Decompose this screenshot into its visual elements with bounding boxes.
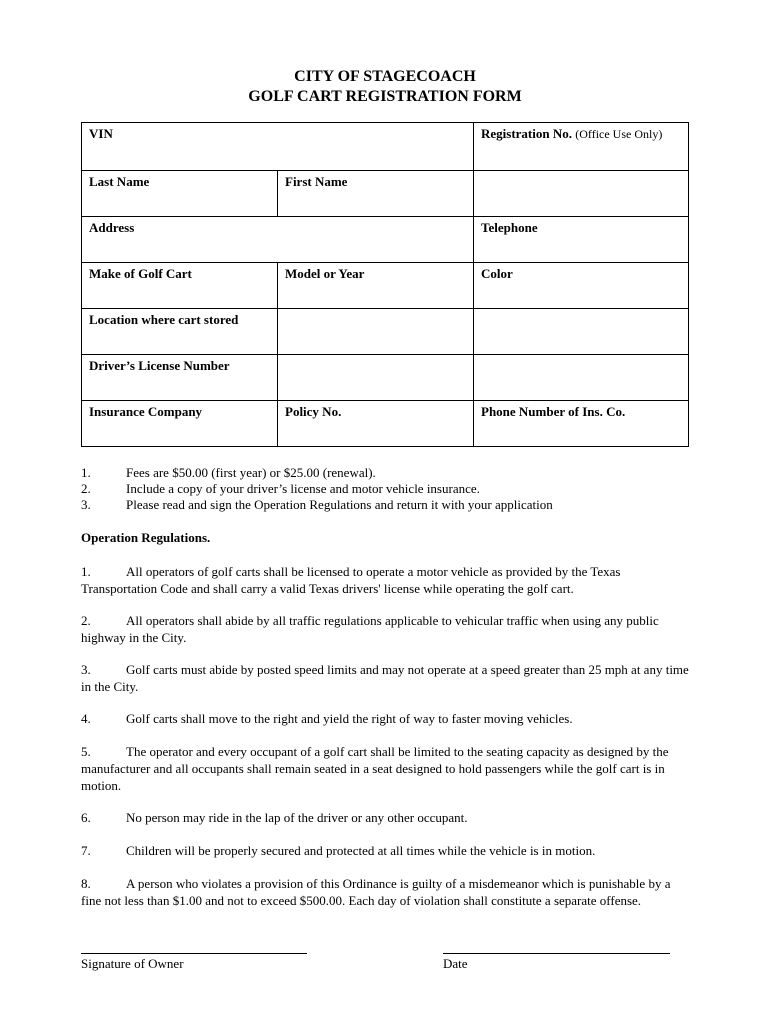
regulation-text: A person who violates a provision of this Ordinance is guilty of a misdemeanor which is punishable by a fine not less than $1.00 and not to exceed $500.00. Each day of violation shall constitute a separate offense. [81,876,671,908]
regulation-number: 4. [81,711,91,726]
regulation-number: 3. [81,662,91,677]
address-field[interactable] [82,217,474,263]
registration-no-label: Registration No. [481,126,572,141]
location-label: Location where cart stored [89,312,239,327]
last-name-field[interactable] [82,171,278,217]
regulation-text: Golf carts must abide by posted speed limits and may not operate at a speed greater than 25 mph at any time in the City. [81,662,689,694]
regulations-heading: Operation Regulations. [81,530,211,545]
note-text: Fees are $50.00 (first year) or $25.00 (renewal). [126,465,376,480]
location-extra-cell[interactable] [474,309,689,355]
last-name-label: Last Name [89,174,150,189]
regulation-text: All operators of golf carts shall be licensed to operate a motor vehicle as provided by the Texas Transportation Code and shall carry a valid Texas drivers' license while operating the golf cart. [81,564,621,596]
regulation-number: 8. [81,876,91,891]
drivers-license-field[interactable] [82,355,278,401]
note-number: 1. [81,465,91,480]
owner-signature-label: Signature of Owner [81,956,184,971]
regulation-item [81,842,691,859]
owner-signature-line[interactable] [81,953,307,954]
regulation-number: 6. [81,810,91,825]
location-value-cell[interactable] [278,309,474,355]
first-name-field[interactable] [278,171,474,217]
form-title: GOLF CART REGISTRATION FORM [248,88,522,105]
first-name-label: First Name [285,174,348,189]
regulation-number: 2. [81,613,91,628]
color-label: Color [481,266,513,281]
regulation-item [81,563,691,597]
regulation-number: 1. [81,564,91,579]
office-use-note: (Office Use Only) [575,127,663,141]
regulation-item [81,743,691,794]
make-label: Make of Golf Cart [89,266,192,281]
ins-phone-label: Phone Number of Ins. Co. [481,404,626,419]
ins-phone-field[interactable] [474,401,689,447]
regulation-item [81,809,691,826]
insurance-company-field[interactable] [82,401,278,447]
regulation-text: Golf carts shall move to the right and yield the right of way to faster moving vehicles. [126,711,573,726]
registration-table [81,122,689,447]
license-extra-cell[interactable] [474,355,689,401]
date-line[interactable] [443,953,670,954]
regulation-number: 7. [81,843,91,858]
telephone-label: Telephone [481,220,538,235]
page-title: CITY OF STAGECOACH [294,68,476,85]
regulation-item [81,661,691,695]
note-number: 2. [81,481,91,496]
note-text: Please read and sign the Operation Regulations and return it with your application [126,497,553,512]
date-label: Date [443,956,468,971]
address-label: Address [89,220,135,235]
telephone-field[interactable] [474,217,689,263]
policy-no-field[interactable] [278,401,474,447]
vin-label: VIN [89,126,113,141]
regulation-text: All operators shall abide by all traffic regulations applicable to vehicular traffic when using any public highway in the City. [81,613,659,645]
regulation-text: Children will be properly secured and protected at all times while the vehicle is in motion. [126,843,596,858]
note-item [81,497,553,513]
color-field[interactable] [474,263,689,309]
model-year-label: Model or Year [285,266,365,281]
regulation-text: No person may ride in the lap of the driver or any other occupant. [126,810,468,825]
note-item [81,465,376,481]
model-year-field[interactable] [278,263,474,309]
regulation-item [81,710,691,727]
policy-no-label: Policy No. [285,404,342,419]
regulation-number: 5. [81,744,91,759]
regulation-item [81,612,691,646]
location-field[interactable] [82,309,278,355]
make-field[interactable] [82,263,278,309]
insurance-company-label: Insurance Company [89,404,203,419]
note-text: Include a copy of your driver’s license and motor vehicle insurance. [126,481,480,496]
blank-cell[interactable] [474,171,689,217]
license-value-cell[interactable] [278,355,474,401]
drivers-license-label: Driver’s License Number [89,358,230,373]
registration-no-field[interactable] [474,123,689,171]
note-item [81,481,480,497]
regulation-item [81,875,691,909]
vin-field[interactable] [82,123,474,171]
note-number: 3. [81,497,91,512]
regulation-text: The operator and every occupant of a golf cart shall be limited to the seating capacity as designed by the manufacturer and all occupants shall remain seated in a seat designed to hold passengers while the golf cart is in motion. [81,744,669,793]
